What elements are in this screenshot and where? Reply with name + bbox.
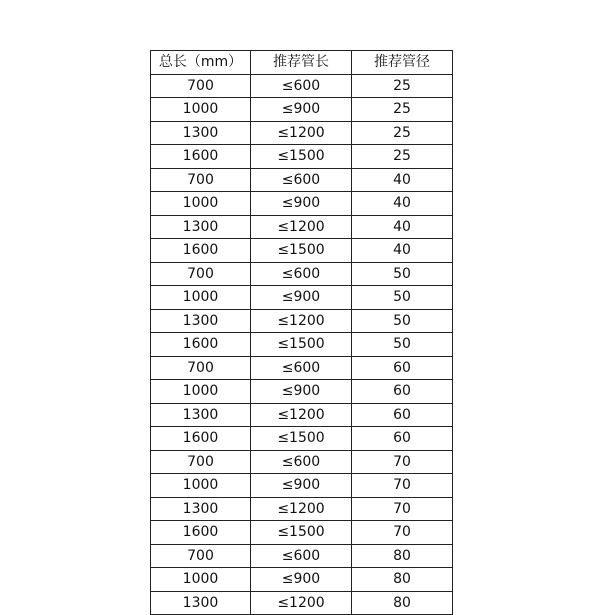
- cell-pipe-diameter: 40: [352, 239, 453, 263]
- cell-pipe-diameter: 70: [352, 521, 453, 545]
- cell-total-length: 1600: [151, 239, 251, 263]
- cell-total-length: 1300: [151, 121, 251, 145]
- table-row: [151, 98, 453, 122]
- cell-total-length: 1000: [151, 286, 251, 310]
- table-row: [151, 168, 453, 192]
- table-row: [151, 497, 453, 521]
- cell-pipe-diameter: 50: [352, 286, 453, 310]
- cell-pipe-length: ≤600: [251, 544, 352, 568]
- cell-pipe-length: ≤900: [251, 474, 352, 498]
- table-body: [151, 74, 453, 615]
- cell-pipe-length: ≤1500: [251, 239, 352, 263]
- cell-total-length: 1000: [151, 474, 251, 498]
- table-row: [151, 380, 453, 404]
- cell-total-length: 1600: [151, 521, 251, 545]
- cell-total-length: 700: [151, 262, 251, 286]
- cell-pipe-length: ≤900: [251, 568, 352, 592]
- table-row: [151, 215, 453, 239]
- cell-pipe-diameter: 80: [352, 591, 453, 615]
- cell-total-length: 1300: [151, 309, 251, 333]
- cell-pipe-length: ≤600: [251, 168, 352, 192]
- cell-pipe-diameter: 60: [352, 380, 453, 404]
- cell-pipe-length: ≤600: [251, 262, 352, 286]
- header-row: [151, 51, 453, 75]
- cell-total-length: 1600: [151, 427, 251, 451]
- cell-total-length: 700: [151, 74, 251, 98]
- cell-pipe-diameter: 70: [352, 450, 453, 474]
- cell-total-length: 1600: [151, 145, 251, 169]
- cell-pipe-length: ≤1500: [251, 427, 352, 451]
- cell-pipe-diameter: 70: [352, 474, 453, 498]
- table-header: [151, 51, 453, 75]
- table-row: [151, 450, 453, 474]
- header-recommended-pipe-diameter: 推荐管径: [352, 51, 453, 75]
- spec-table: [150, 50, 453, 615]
- cell-pipe-length: ≤1200: [251, 403, 352, 427]
- cell-total-length: 1300: [151, 497, 251, 521]
- table-row: [151, 356, 453, 380]
- cell-pipe-length: ≤600: [251, 356, 352, 380]
- cell-pipe-diameter: 60: [352, 356, 453, 380]
- cell-pipe-diameter: 40: [352, 168, 453, 192]
- cell-pipe-length: ≤900: [251, 380, 352, 404]
- cell-pipe-length: ≤1200: [251, 215, 352, 239]
- table-row: [151, 262, 453, 286]
- cell-total-length: 1300: [151, 403, 251, 427]
- table-row: [151, 403, 453, 427]
- cell-total-length: 700: [151, 356, 251, 380]
- cell-pipe-diameter: 40: [352, 215, 453, 239]
- table-row: [151, 521, 453, 545]
- table-row: [151, 427, 453, 451]
- cell-total-length: 1300: [151, 215, 251, 239]
- table-row: [151, 121, 453, 145]
- cell-total-length: 1600: [151, 333, 251, 357]
- table-row: [151, 145, 453, 169]
- cell-pipe-diameter: 50: [352, 333, 453, 357]
- table-row: [151, 333, 453, 357]
- cell-pipe-length: ≤600: [251, 74, 352, 98]
- cell-total-length: 1300: [151, 591, 251, 615]
- cell-pipe-diameter: 80: [352, 544, 453, 568]
- cell-pipe-length: ≤900: [251, 98, 352, 122]
- cell-pipe-length: ≤900: [251, 286, 352, 310]
- cell-pipe-diameter: 25: [352, 121, 453, 145]
- cell-total-length: 1000: [151, 380, 251, 404]
- table-row: [151, 544, 453, 568]
- cell-pipe-length: ≤600: [251, 450, 352, 474]
- cell-pipe-length: ≤900: [251, 192, 352, 216]
- cell-pipe-length: ≤1200: [251, 121, 352, 145]
- cell-pipe-length: ≤1200: [251, 591, 352, 615]
- cell-pipe-diameter: 80: [352, 568, 453, 592]
- cell-total-length: 1000: [151, 568, 251, 592]
- table-row: [151, 286, 453, 310]
- table-row: [151, 239, 453, 263]
- cell-pipe-diameter: 25: [352, 74, 453, 98]
- cell-pipe-length: ≤1200: [251, 497, 352, 521]
- cell-pipe-length: ≤1500: [251, 521, 352, 545]
- cell-total-length: 700: [151, 450, 251, 474]
- cell-pipe-length: ≤1500: [251, 333, 352, 357]
- cell-pipe-length: ≤1200: [251, 309, 352, 333]
- cell-pipe-diameter: 25: [352, 145, 453, 169]
- cell-pipe-diameter: 50: [352, 262, 453, 286]
- table-row: [151, 309, 453, 333]
- cell-pipe-diameter: 50: [352, 309, 453, 333]
- cell-pipe-diameter: 40: [352, 192, 453, 216]
- cell-total-length: 700: [151, 544, 251, 568]
- header-total-length: 总长（mm）: [151, 51, 251, 75]
- cell-pipe-diameter: 70: [352, 497, 453, 521]
- cell-total-length: 700: [151, 168, 251, 192]
- table-row: [151, 591, 453, 615]
- header-recommended-pipe-length: 推荐管长: [251, 51, 352, 75]
- cell-total-length: 1000: [151, 192, 251, 216]
- cell-total-length: 1000: [151, 98, 251, 122]
- cell-pipe-diameter: 25: [352, 98, 453, 122]
- cell-pipe-diameter: 60: [352, 427, 453, 451]
- table-row: [151, 74, 453, 98]
- cell-pipe-length: ≤1500: [251, 145, 352, 169]
- table-row: [151, 192, 453, 216]
- cell-pipe-diameter: 60: [352, 403, 453, 427]
- table-row: [151, 474, 453, 498]
- table-row: [151, 568, 453, 592]
